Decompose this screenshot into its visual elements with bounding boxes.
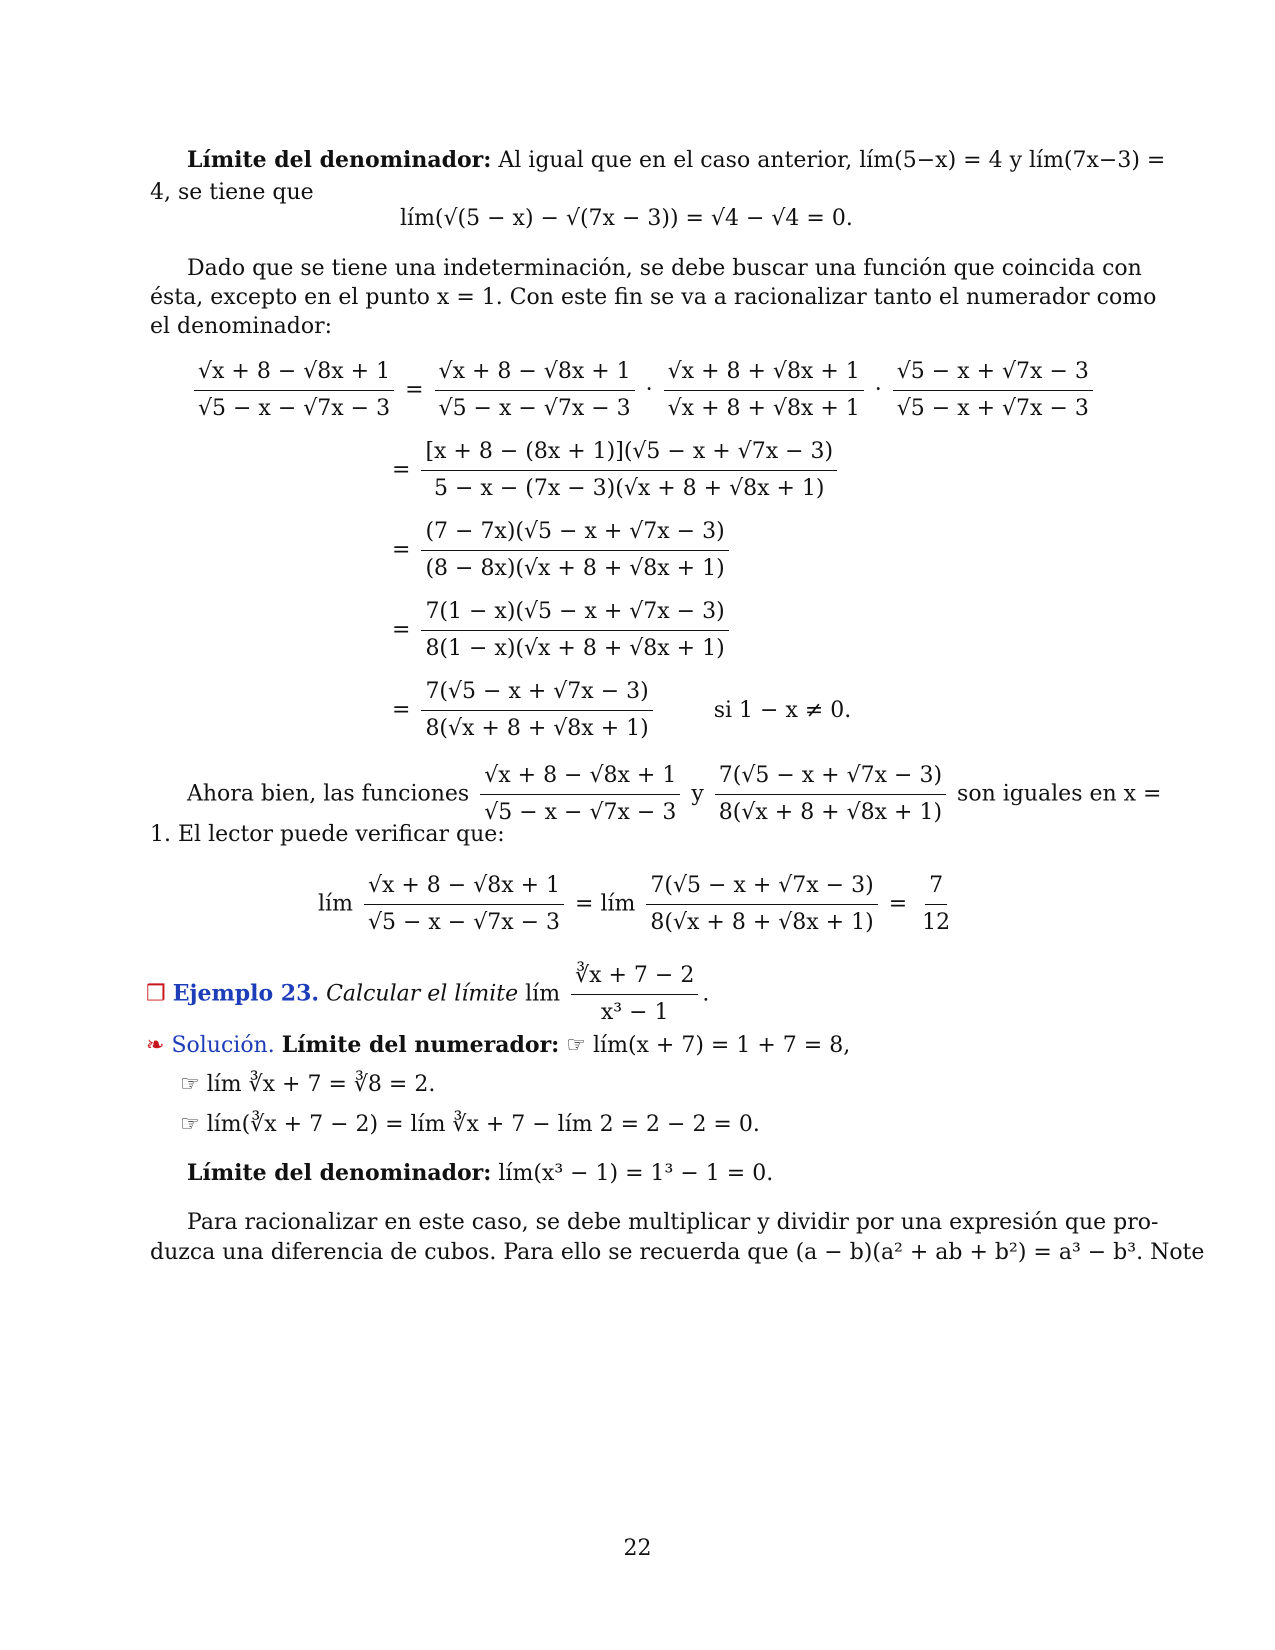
denominator-limit-line bbox=[187, 145, 1166, 176]
text-run: Ahora bien, las funciones bbox=[187, 781, 470, 807]
paragraph-line: el denominador: bbox=[150, 314, 333, 339]
fraction bbox=[421, 676, 652, 745]
denominator: √5 − x − √7x − 3 bbox=[484, 800, 677, 825]
numerator: [x + 8 − (8x + 1)](√5 − x + √7x − 3) bbox=[421, 436, 837, 471]
paragraph-line: Dado que se tiene una indeterminación, se debe buscar una función que coincida con bbox=[187, 256, 1142, 281]
denominator: 8(1 − x)(√x + 8 + √8x + 1) bbox=[425, 636, 725, 661]
equals-sign: = bbox=[888, 891, 908, 917]
solution-marker-icon: ❧ bbox=[146, 1033, 165, 1058]
denominator: √5 − x + √7x − 3 bbox=[896, 396, 1089, 421]
denominator: (8 − 8x)(√x + 8 + √8x + 1) bbox=[425, 556, 725, 581]
condition-text: si 1 − x ≠ 0. bbox=[713, 697, 852, 723]
example-text: Calcular el límite bbox=[326, 981, 519, 1007]
numerator: 7(1 − x)(√5 − x + √7x − 3) bbox=[421, 596, 728, 631]
denominator: 8(√x + 8 + √8x + 1) bbox=[650, 910, 874, 935]
derivation-row-4 bbox=[392, 596, 733, 665]
denominator: √5 − x − √7x − 3 bbox=[438, 396, 631, 421]
numerator: √x + 8 − √8x + 1 bbox=[194, 356, 394, 391]
example-title: Ejemplo 23. bbox=[172, 980, 320, 1007]
numerator: √x + 8 + √8x + 1 bbox=[664, 356, 864, 391]
equals-sign: = bbox=[405, 377, 424, 403]
fraction bbox=[480, 760, 680, 829]
denominator: x³ − 1 bbox=[600, 1000, 669, 1025]
denominator: √x + 8 + √8x + 1 bbox=[667, 396, 860, 421]
derivation-row-3 bbox=[392, 516, 733, 585]
denominator: 5 − x − (7x − 3)(√x + 8 + √8x + 1) bbox=[434, 476, 825, 501]
denominator: √5 − x − √7x − 3 bbox=[198, 396, 391, 421]
lim-operator: lím bbox=[525, 981, 561, 1007]
numerator: √x + 8 − √8x + 1 bbox=[364, 870, 564, 905]
text-run: Al igual que en el caso anterior, lím(5−x) = 4 y lím(7x−3) = bbox=[498, 148, 1166, 173]
derivation-row-1 bbox=[190, 356, 1097, 425]
equals-sign: = bbox=[392, 697, 411, 723]
denominator: 12 bbox=[922, 910, 951, 935]
lim-operator: lím bbox=[318, 891, 353, 917]
example-23: ❒ Ejemplo 23. Calcular el límite lím $\frac{∛x + 7 - 2}{\text{x³ − 1}}$ . bbox=[146, 960, 709, 1029]
numerator-heading: Límite del numerador: bbox=[281, 1032, 560, 1058]
equals-sign: = bbox=[392, 537, 411, 563]
solution-step: ☞ lím(∛x + 7 − 2) = lím ∛x + 7 − lím 2 = 2 − 2 = 0. bbox=[180, 1112, 760, 1137]
solution-step: ☞ lím(x + 7) = 1 + 7 = 8, bbox=[566, 1033, 851, 1058]
example-marker-icon: ❒ bbox=[146, 981, 166, 1007]
derivation-row-5 bbox=[392, 676, 851, 745]
text-line: 1. El lector puede verificar que: bbox=[150, 822, 505, 847]
numerator: 7(√5 − x + √7x − 3) bbox=[646, 870, 877, 905]
fraction bbox=[435, 356, 635, 425]
derivation-row-2 bbox=[392, 436, 841, 505]
denominator: √5 − x − √7x − 3 bbox=[367, 910, 561, 935]
fraction bbox=[646, 870, 877, 939]
solution-step: ☞ lím ∛x + 7 = ∛8 = 2. bbox=[180, 1072, 436, 1097]
fraction bbox=[194, 356, 394, 425]
equals-sign: = bbox=[575, 891, 594, 917]
denominator: 8(√x + 8 + √8x + 1) bbox=[718, 800, 943, 825]
dot-operator: · bbox=[645, 377, 653, 403]
equals-sign: = bbox=[392, 617, 411, 643]
fraction bbox=[664, 356, 864, 425]
fraction bbox=[571, 960, 698, 1029]
text-line: 4, se tiene que bbox=[150, 180, 314, 205]
text-run: y bbox=[691, 781, 704, 807]
equals-sign: = bbox=[392, 457, 411, 483]
numerator: 7(√5 − x + √7x − 3) bbox=[421, 676, 652, 711]
page-number: 22 bbox=[623, 1536, 652, 1561]
numerator: ∛x + 7 − 2 bbox=[571, 960, 698, 995]
fraction bbox=[364, 870, 564, 939]
numerator: √x + 8 − √8x + 1 bbox=[480, 760, 680, 795]
denominator-heading: Límite del denominador: bbox=[187, 1160, 492, 1186]
fraction bbox=[715, 760, 946, 829]
paragraph-line: ésta, excepto en el punto x = 1. Con este fin se va a racionalizar tanto el numerador como bbox=[150, 285, 1157, 310]
denominator-step bbox=[187, 1158, 1126, 1189]
numerator: (7 − 7x)(√5 − x + √7x − 3) bbox=[421, 516, 728, 551]
text-run: son iguales en x = bbox=[957, 781, 1162, 807]
paragraph-line: Para racionalizar en este caso, se debe multiplicar y dividir por una expresión que pro- bbox=[187, 1210, 1159, 1235]
equation-limit-sqrt: lím(√(5 − x) − √(7x − 3)) = √4 − √4 = 0. bbox=[400, 206, 853, 231]
fraction bbox=[421, 516, 728, 585]
denominator: 8(√x + 8 + √8x + 1) bbox=[425, 716, 649, 741]
fraction bbox=[421, 436, 837, 505]
numerator: √x + 8 − √8x + 1 bbox=[435, 356, 635, 391]
denominator-equation: lím(x³ − 1) = 1³ − 1 = 0. bbox=[498, 1161, 774, 1186]
solution-line bbox=[146, 1030, 1122, 1061]
fraction bbox=[918, 870, 954, 939]
solution-label: Solución. bbox=[171, 1033, 275, 1058]
numerator: 7 bbox=[925, 870, 947, 905]
lim-operator: lím bbox=[600, 891, 636, 917]
paragraph-line: duzca una diferencia de cubos. Para ello se recuerda que (a − b)(a² + ab + b²) = a³ − b³. Note bbox=[150, 1240, 1205, 1265]
fraction bbox=[893, 356, 1093, 425]
functions-comparison-line bbox=[187, 760, 1162, 829]
limit-equality bbox=[318, 870, 958, 939]
numerator: √5 − x + √7x − 3 bbox=[893, 356, 1093, 391]
fraction bbox=[421, 596, 728, 665]
numerator: 7(√5 − x + √7x − 3) bbox=[715, 760, 946, 795]
section-heading: Límite del denominador: bbox=[187, 147, 492, 173]
dot-operator: · bbox=[874, 377, 882, 403]
